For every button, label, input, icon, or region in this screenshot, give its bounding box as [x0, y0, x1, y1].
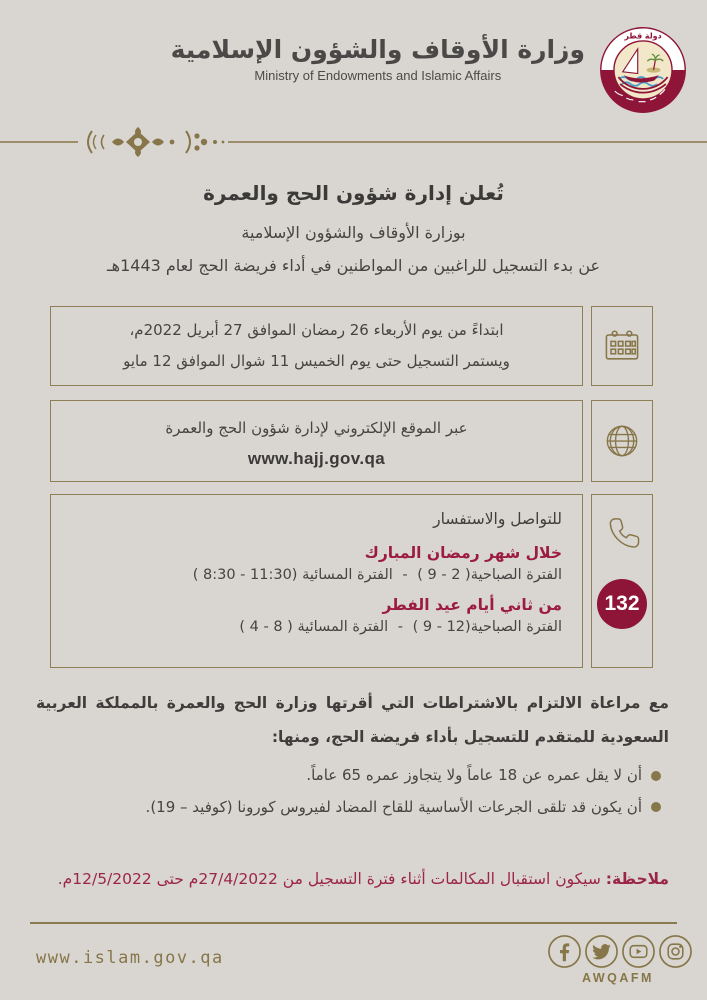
note-label: ملاحظة:	[605, 870, 669, 888]
conditions-intro: مع مراعاة الالتزام بالاشتراطات التي أقرتها وزارة الحج والعمرة بالمملكة العربية السعودية للمتقدم للتسجيل بأداء فريضة الحج، ومنها:	[36, 694, 669, 747]
contact-heading: للتواصل والاستفسار	[433, 510, 562, 528]
islam-website-link[interactable]: www.islam.gov.qa	[36, 948, 224, 968]
website-box-text: عبر الموقع الإلكتروني لإدارة شؤون الحج والعمرة	[165, 419, 468, 438]
ornament-divider	[0, 123, 707, 163]
condition-item	[36, 792, 661, 824]
registration-period-box	[50, 306, 583, 386]
globe-icon	[600, 419, 644, 463]
ministry-name-arabic: وزارة الأوقاف والشؤون الإسلامية	[170, 35, 585, 64]
announcement-subtitle: بوزارة الأوقاف والشؤون الإسلامية	[241, 223, 466, 242]
note-text: سيكون استقبال المكالمات أثناء فترة التسجيل من 27/4/2022م حتى 12/5/2022م.	[57, 870, 606, 888]
conditions-list	[36, 760, 661, 823]
hajj-website-link[interactable]: www.hajj.gov.qa	[247, 448, 386, 468]
calendar-icon-box	[591, 306, 653, 386]
bullet-icon	[651, 771, 661, 781]
social-handle: AWQAFM	[582, 971, 654, 985]
registration-period-line1: ابتداءً من يوم الأربعاء 26 رمضان الموافق 27 أبريل 2022م،	[129, 320, 504, 339]
phone-icon-box	[591, 494, 653, 668]
hotline-badge: 132	[597, 579, 647, 629]
period-title: من ثاني أيام عيد الفطر	[382, 596, 562, 614]
ministry-name-english: Ministry of Endowments and Islamic Affairs	[254, 68, 502, 84]
social-block	[543, 934, 693, 985]
period-title: خلال شهر رمضان المبارك	[364, 544, 562, 562]
footer-divider	[30, 922, 677, 924]
condition-text: أن لا يقل عمره عن 18 عاماً ولا يتجاوز عمره 65 عاماً.	[306, 766, 642, 784]
social-icons	[543, 934, 693, 969]
contact-period-eid	[65, 596, 562, 635]
facebook-icon[interactable]	[547, 934, 582, 969]
registration-period-line2: ويستمر التسجيل حتى يوم الخميس 11 شوال الموافق 12 مايو	[123, 352, 510, 370]
period-times: الفترة الصباحية( 9 - 12) - الفترة المسائية ( 4 - 8 )	[239, 619, 562, 635]
website-box	[50, 400, 583, 482]
bullet-icon	[651, 802, 661, 812]
ministry-logo	[171, 34, 585, 83]
contact-box	[50, 494, 583, 668]
twitter-icon[interactable]	[584, 934, 619, 969]
announcement-description: عن بدء التسجيل للراغبين من المواطنين في أداء فريضة الحج لعام 1443هـ	[106, 256, 601, 275]
period-times: الفترة الصباحية( 9 - 2 ) - الفترة المسائية ( 8:30 - 11:30)	[192, 567, 562, 583]
announcement-title: تُعلن إدارة شؤون الحج والعمرة	[203, 181, 504, 205]
emblem-country-text: دولة قطر	[624, 31, 662, 41]
qatar-emblem-icon	[599, 26, 687, 114]
calendar-icon	[600, 324, 644, 368]
contact-period-ramadan	[65, 544, 562, 583]
condition-text: أن يكون قد تلقى الجرعات الأساسية للقاح المضاد لفيروس كورونا (كوفيد – 19).	[145, 797, 642, 816]
globe-icon-box	[591, 400, 653, 482]
condition-item	[36, 760, 661, 792]
youtube-icon[interactable]	[621, 934, 656, 969]
instagram-icon[interactable]	[658, 934, 693, 969]
phone-icon	[601, 511, 643, 553]
note	[30, 866, 669, 894]
